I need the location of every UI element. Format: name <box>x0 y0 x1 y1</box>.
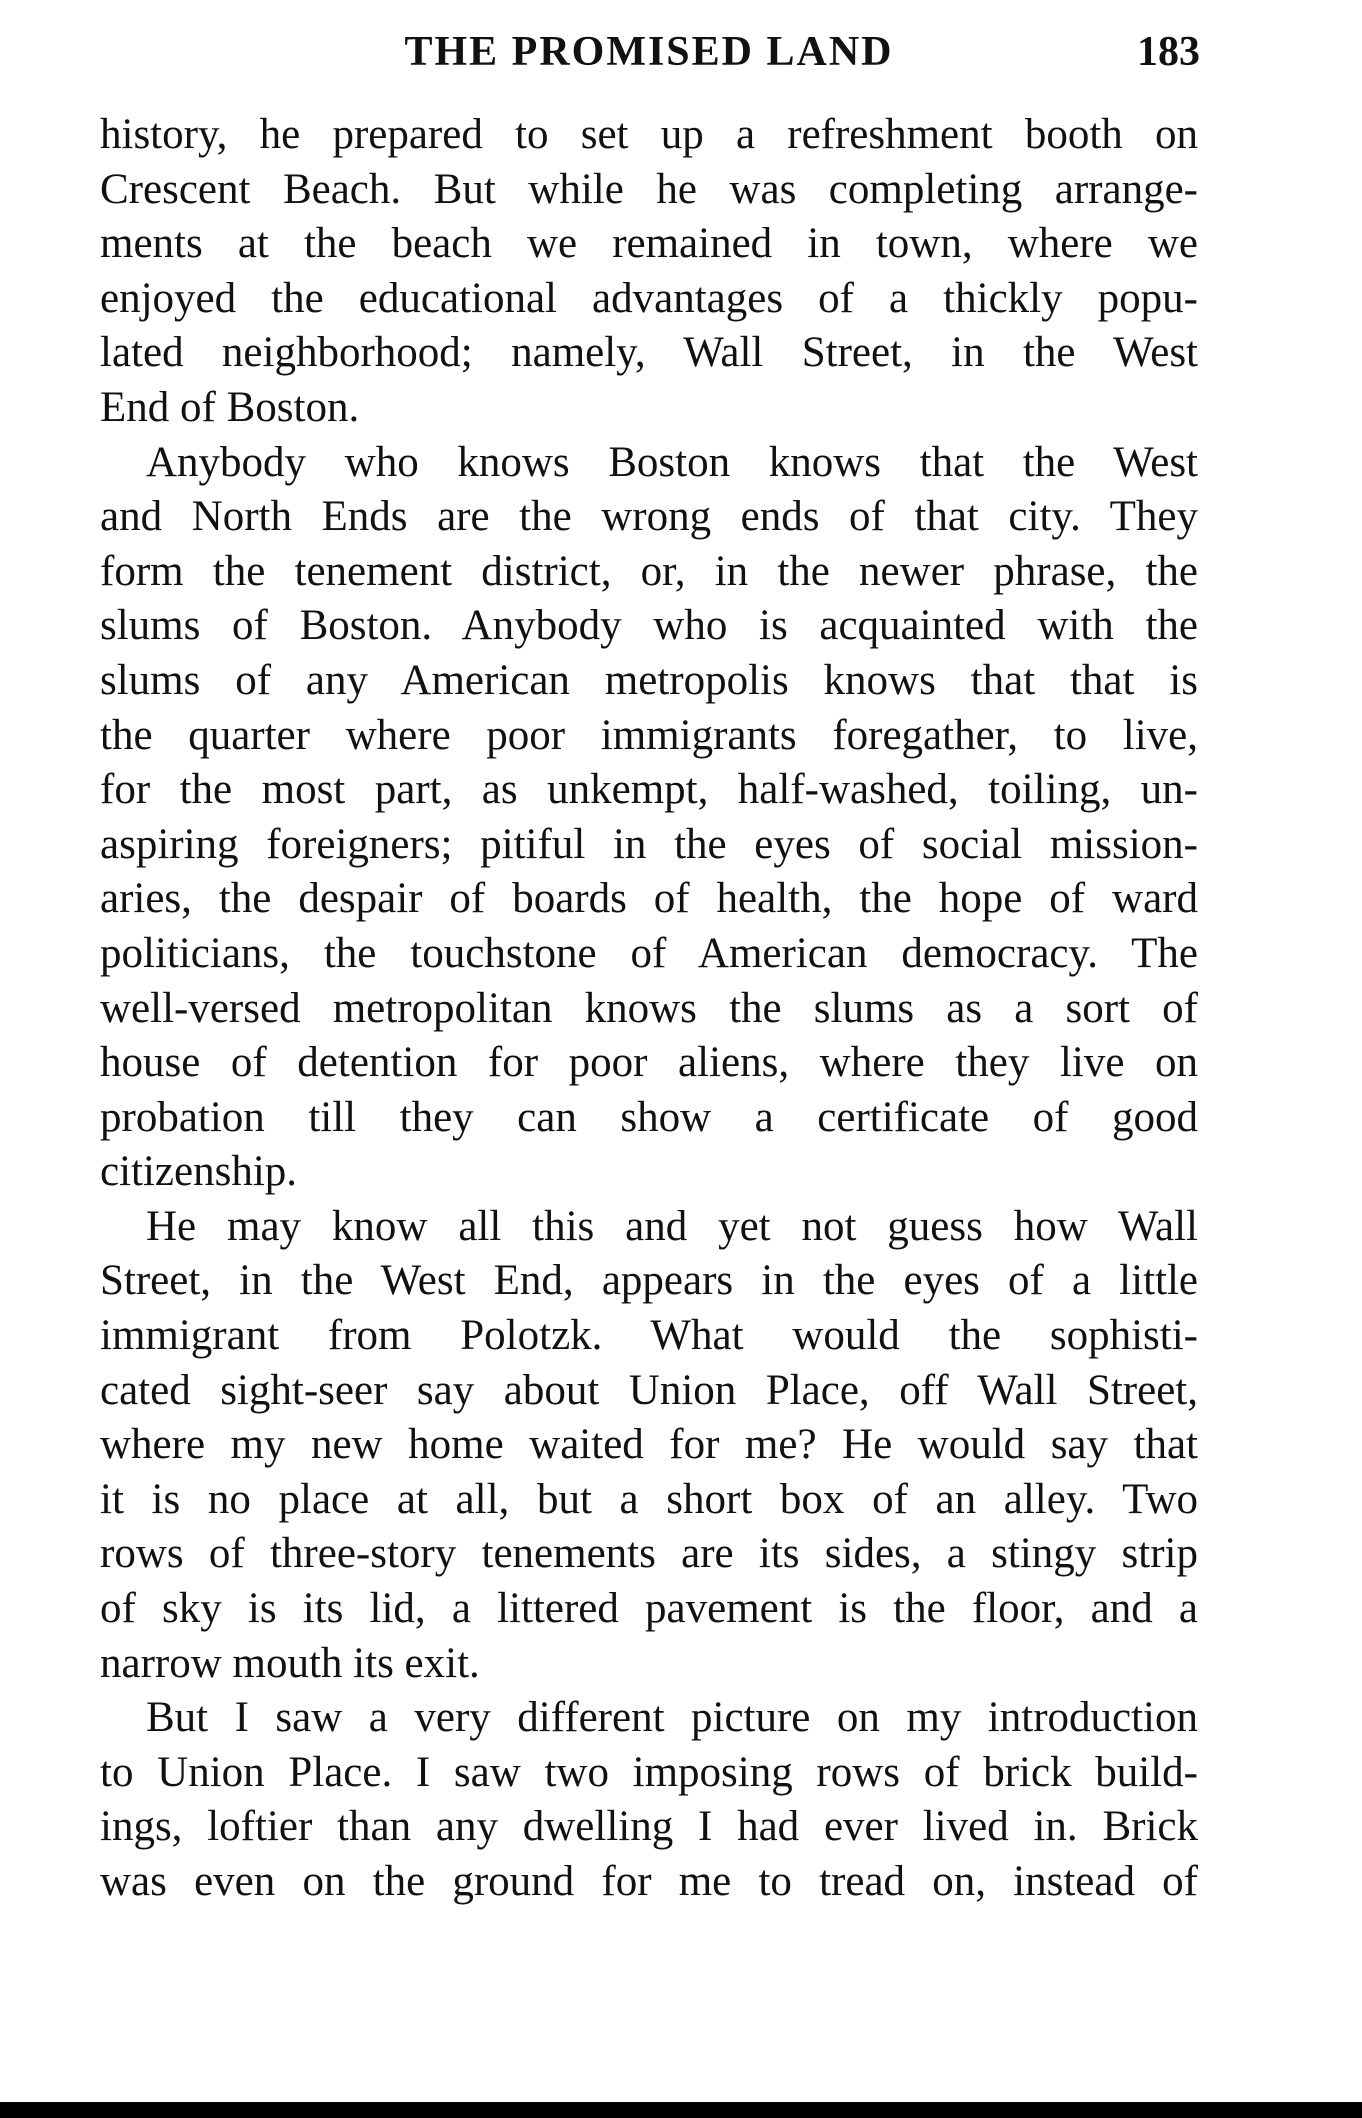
text-line: But I saw a very different picture on my introduction <box>146 1694 1198 1742</box>
text-line: house of detention for poor aliens, where they live on <box>100 1039 1198 1087</box>
text-line: of sky is its lid, a littered pavement is the floor, and a <box>100 1585 1198 1633</box>
text-line: form the tenement district, or, in the newer phrase, the <box>100 547 1198 595</box>
paragraph-2 <box>100 436 1198 1200</box>
text-line: ments at the beach we remained in town, where we <box>100 220 1198 268</box>
paragraph-4 <box>100 1691 1198 1909</box>
text-line: history, he prepared to set up a refreshment booth on <box>100 111 1198 158</box>
running-title: THE PROMISED LAND <box>404 29 894 75</box>
paragraph-3 <box>100 1200 1198 1691</box>
text-line: lated neighborhood; namely, Wall Street, in the West <box>100 329 1198 377</box>
text-line: cated sight-seer say about Union Place, off Wall Street, <box>100 1366 1198 1414</box>
text-line: aspiring foreigners; pitiful in the eyes of social mission- <box>100 820 1198 868</box>
text-line: Anybody who knows Boston knows that the West <box>146 438 1198 486</box>
text-line: Street, in the West End, appears in the eyes of a little <box>100 1257 1198 1305</box>
text-line: was even on the ground for me to tread on, instead of <box>100 1858 1198 1905</box>
text-line: for the most part, as unkempt, half-washed, toiling, un- <box>100 766 1198 814</box>
text-line: probation till they can show a certificate of good <box>100 1093 1198 1141</box>
page-number: 183 <box>1137 29 1200 75</box>
text-line: where my new home waited for me? He would say that <box>100 1421 1198 1469</box>
running-head <box>98 24 1200 80</box>
text-line: ings, loftier than any dwelling I had ever lived in. Brick <box>100 1803 1198 1851</box>
text-line: immigrant from Polotzk. What would the sophisti- <box>100 1312 1198 1360</box>
text-line: citizenship. <box>100 1148 298 1196</box>
text-line: rows of three-story tenements are its sides, a stingy strip <box>100 1530 1198 1578</box>
text-line: End of Boston. <box>100 383 360 431</box>
body-text <box>100 108 1198 1910</box>
text-line: aries, the despair of boards of health, the hope of ward <box>100 875 1198 923</box>
text-line: it is no place at all, but a short box of an alley. Two <box>100 1475 1198 1523</box>
page-bottom-border <box>0 2102 1362 2118</box>
text-line: well-versed metropolitan knows the slums as a sort of <box>100 984 1198 1032</box>
text-line: and North Ends are the wrong ends of that city. They <box>100 493 1198 541</box>
text-line: slums of Boston. Anybody who is acquainted with the <box>100 602 1198 650</box>
text-line: Crescent Beach. But while he was completing arrange- <box>100 165 1198 213</box>
paragraph-1 <box>100 108 1198 436</box>
text-line: narrow mouth its exit. <box>100 1639 480 1687</box>
text-line: slums of any American metropolis knows that that is <box>100 656 1198 704</box>
text-line: enjoyed the educational advantages of a thickly popu- <box>100 274 1198 322</box>
text-line: to Union Place. I saw two imposing rows of brick build- <box>100 1748 1198 1796</box>
text-line: He may know all this and yet not guess how Wall <box>146 1202 1198 1250</box>
text-line: politicians, the touchstone of American democracy. The <box>100 929 1198 977</box>
text-line: the quarter where poor immigrants foregather, to live, <box>100 711 1198 759</box>
